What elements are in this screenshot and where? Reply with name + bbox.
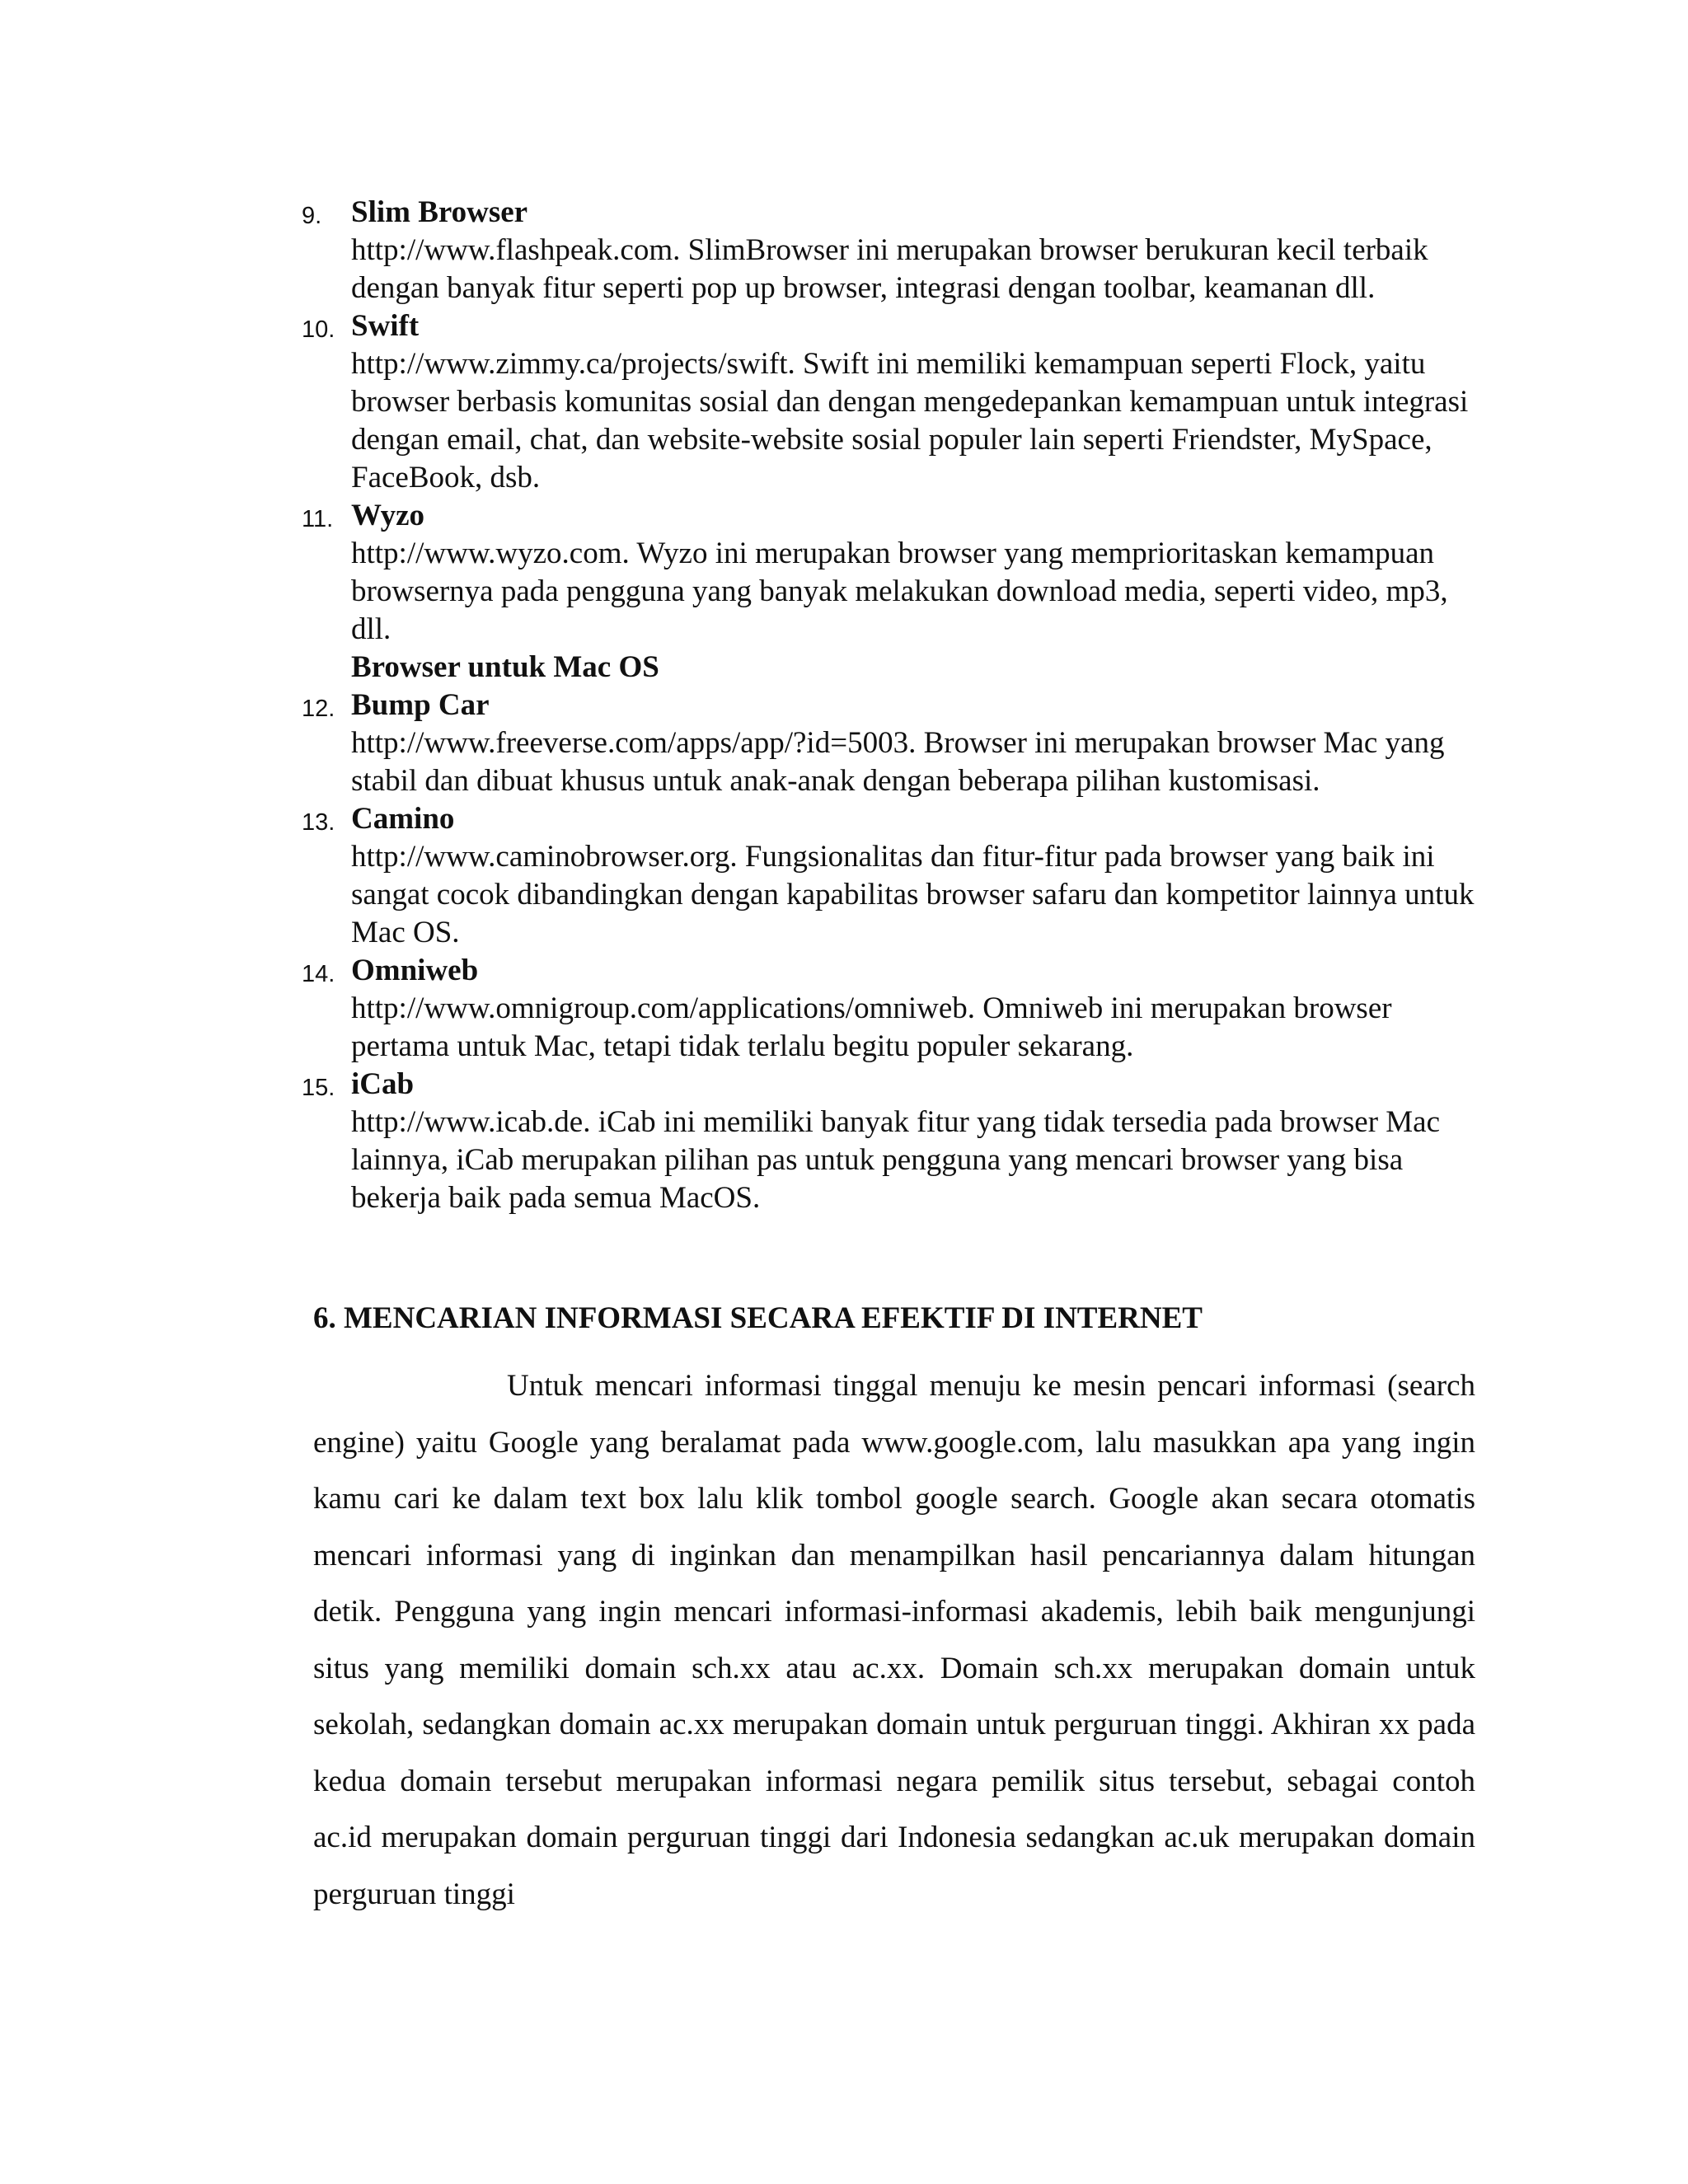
list-item-body: http://www.omnigroup.com/applications/omniweb. Omniweb ini merupakan browser pertama untuk Mac, tetapi tidak terlalu begitu populer sekarang. [351, 991, 1392, 1063]
list-item-body: http://www.zimmy.ca/projects/swift. Swift ini memiliki kemampuan seperti Flock, yaitu browser berbasis komunitas sosial dan dengan mengedepankan kemampuan untuk integrasi dengan email, chat, dan website-website sosial populer lain seperti Friendster, MySpace, FaceBook, dsb. [351, 347, 1469, 494]
list-item [302, 307, 1480, 497]
list-item-number: 15. [302, 1075, 335, 1101]
browser-list [302, 194, 1480, 1217]
list-item-number: 11. [302, 506, 334, 532]
list-item [302, 952, 1480, 1066]
list-item-title: Camino [351, 802, 455, 836]
list-item-number: 9. [302, 203, 322, 229]
list-item-title: Wyzo [351, 499, 425, 532]
list-item-body: http://www.caminobrowser.org. Fungsionalitas dan fitur-fitur pada browser yang baik ini sangat cocok dibandingkan dengan kapabilitas browser safaru dan kompetitor lainnya untuk Mac OS. [351, 840, 1475, 949]
list-item [302, 497, 1480, 649]
list-item-body: http://www.freeverse.com/apps/app/?id=5003. Browser ini merupakan browser Mac yang stabil dan dibuat khusus untuk anak-anak dengan beberapa pilihan kustomisasi. [351, 726, 1445, 798]
list-item-title: iCab [351, 1067, 415, 1101]
list-item-title: Omniweb [351, 954, 479, 987]
section-paragraph: Untuk mencari informasi tinggal menuju ke mesin pencari informasi (search engine) yaitu Google yang beralamat pada www.google.com, lalu masukkan apa yang ingin kamu cari ke dalam text box lalu klik tombol google search. Google akan secara otomatis mencari informasi yang di inginkan dan menampilkan hasil pencariannya dalam hitungan detik. Pengguna yang ingin mencari informasi-informasi akademis, lebih baik mengunjungi situs yang memiliki domain sch.xx atau ac.xx. Domain sch.xx merupakan domain untuk sekolah, sedangkan domain ac.xx merupakan domain untuk perguruan tinggi. Akhiran xx pada kedua domain tersebut merupakan informasi negara pemilik situs tersebut, sebagai contoh ac.id merupakan domain perguruan tinggi dari Indonesia sedangkan ac.uk merupakan domain perguruan tinggi [313, 1369, 1475, 1911]
list-item-body: http://www.wyzo.com. Wyzo ini merupakan browser yang memprioritaskan kemampuan browsernya pada pengguna yang banyak melakukan download media, seperti video, mp3, dll. [351, 537, 1448, 646]
list-item [302, 687, 1480, 800]
section-heading: 6. MENCARIAN INFORMASI SECARA EFEKTIF DI INTERNET [313, 1301, 1203, 1335]
list-item-number: 13. [302, 809, 335, 836]
list-item-title: Swift [351, 309, 420, 343]
list-item-number: 14. [302, 961, 335, 987]
list-item [302, 800, 1480, 952]
list-item-number: 12. [302, 696, 335, 722]
list-item [302, 194, 1480, 307]
list-subheading: Browser untuk Mac OS [351, 650, 659, 684]
list-item-body: http://www.icab.de. iCab ini memiliki banyak fitur yang tidak tersedia pada browser Mac lainnya, iCab merupakan pilihan pas untuk pengguna yang mencari browser yang bisa bekerja baik pada semua MacOS. [351, 1105, 1441, 1215]
list-item-title: Bump Car [351, 688, 490, 722]
list-item-body: http://www.flashpeak.com. SlimBrowser ini merupakan browser berukuran kecil terbaik dengan banyak fitur seperti pop up browser, integrasi dengan toolbar, keamanan dll. [351, 233, 1428, 305]
list-item [302, 1066, 1480, 1217]
list-item-number: 10. [302, 316, 335, 343]
list-item-title: Slim Browser [351, 195, 528, 229]
